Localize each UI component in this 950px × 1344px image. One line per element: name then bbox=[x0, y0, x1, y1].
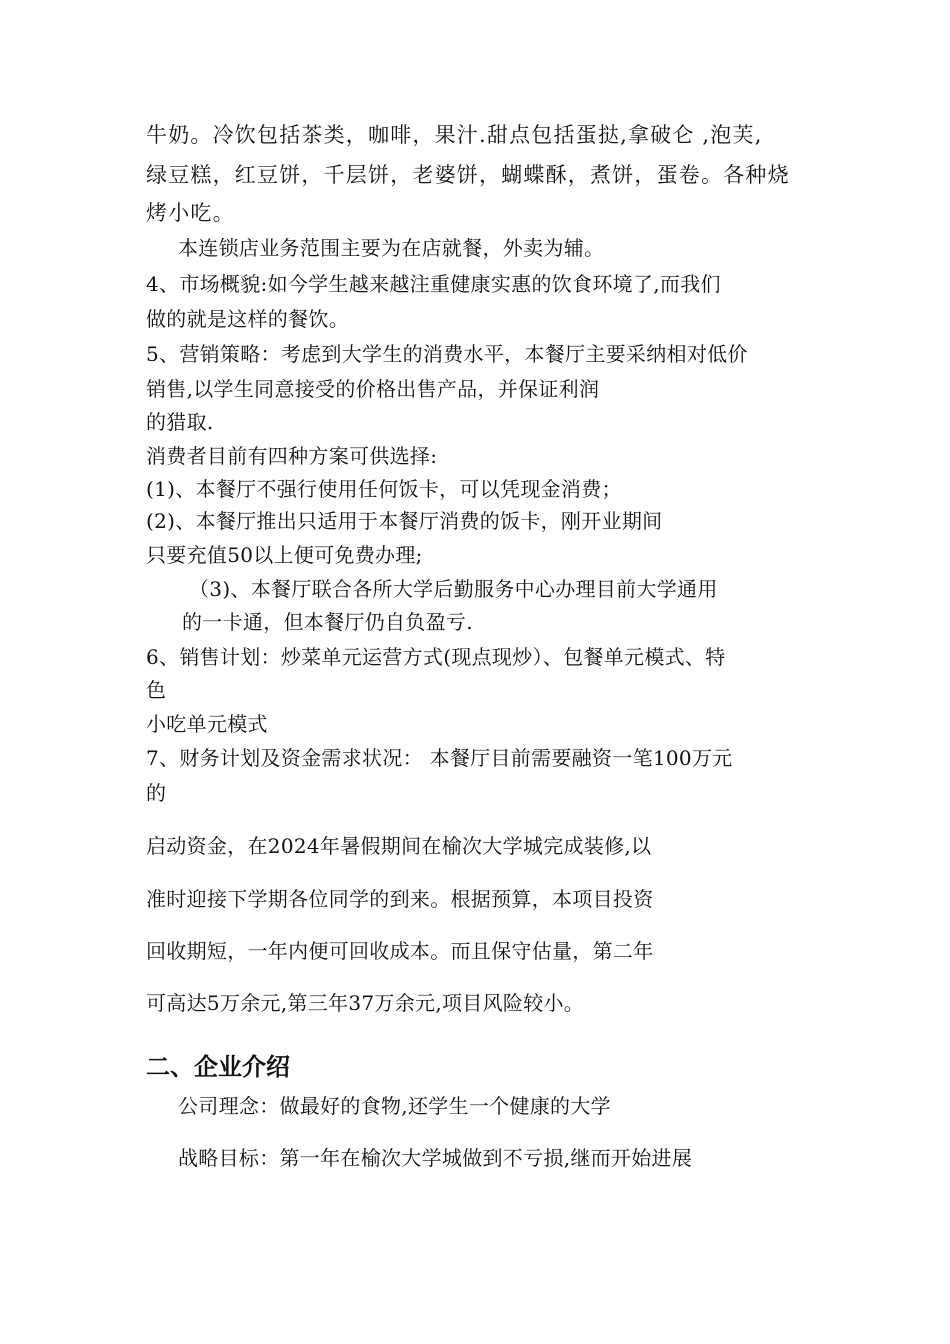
text-line: 只要充值50以上便可免费办理; bbox=[146, 543, 423, 567]
text-line: 本连锁店业务范围主要为在店就餐，外卖为辅。 bbox=[178, 236, 605, 260]
text-line: 4、市场概貌:如今学生越来越注重健康实惠的饮食环境了,而我们 bbox=[146, 272, 721, 296]
text-line: 消费者目前有四种方案可供选择: bbox=[146, 444, 438, 468]
text-line: 色 bbox=[146, 678, 167, 702]
text-line: 做的就是这样的餐饮。 bbox=[146, 307, 349, 331]
text-line: 小吃单元模式 bbox=[146, 712, 268, 736]
text-line: 6、销售计划：炒菜单元运营方式(现点现炒）、包餐单元模式、特 bbox=[146, 645, 726, 669]
text-line: 战略目标：第一年在榆次大学城做到不亏损,继而开始进展 bbox=[178, 1146, 693, 1170]
text-line: (1)、本餐厅不强行使用任何饭卡，可以凭现金消费； bbox=[146, 477, 622, 501]
text-line: 的猎取. bbox=[146, 410, 214, 434]
text-line: 准时迎接下学期各位同学的到来。根据预算，本项目投资 bbox=[146, 887, 654, 911]
text-line: 可高达5万余元,第三年37万余元,项目风险较小。 bbox=[146, 991, 585, 1015]
text-line: 绿豆糕，红豆饼，千层饼，老婆饼，蝴蝶酥，煮饼，蛋卷。各种烧 bbox=[146, 163, 790, 187]
section-heading: 二、企业介绍 bbox=[146, 1053, 290, 1081]
text-line: （3)、本餐厅联合各所大学后勤服务中心办理目前大学通用 bbox=[189, 577, 718, 601]
text-line: 公司理念：做最好的食物,还学生一个健康的大学 bbox=[178, 1094, 611, 1118]
text-line: 回收期短，一年内便可回收成本。而且保守估量，第二年 bbox=[146, 939, 654, 963]
text-line: 的 bbox=[146, 781, 167, 805]
text-line: 牛奶。冷饮包括茶类，咖啡，果汁.甜点包括蛋挞,拿破仑 ,泡芙, bbox=[146, 123, 763, 147]
text-line: 7、财务计划及资金需求状况： 本餐厅目前需要融资一笔100万元 bbox=[146, 746, 733, 770]
text-line: 的一卡通，但本餐厅仍自负盈亏. bbox=[182, 610, 473, 634]
text-line: (2)、本餐厅推出只适用于本餐厅消费的饭卡，刚开业期间 bbox=[146, 509, 663, 533]
text-line: 启动资金，在2024年暑假期间在榆次大学城完成装修,以 bbox=[146, 834, 652, 858]
text-line: 烤小吃。 bbox=[146, 201, 235, 225]
text-line: 5、营销策略：考虑到大学生的消费水平，本餐厅主要采纳相对低价 bbox=[146, 342, 748, 366]
text-line: 销售,以学生同意接受的价格出售产品，并保证利润 bbox=[146, 377, 600, 401]
